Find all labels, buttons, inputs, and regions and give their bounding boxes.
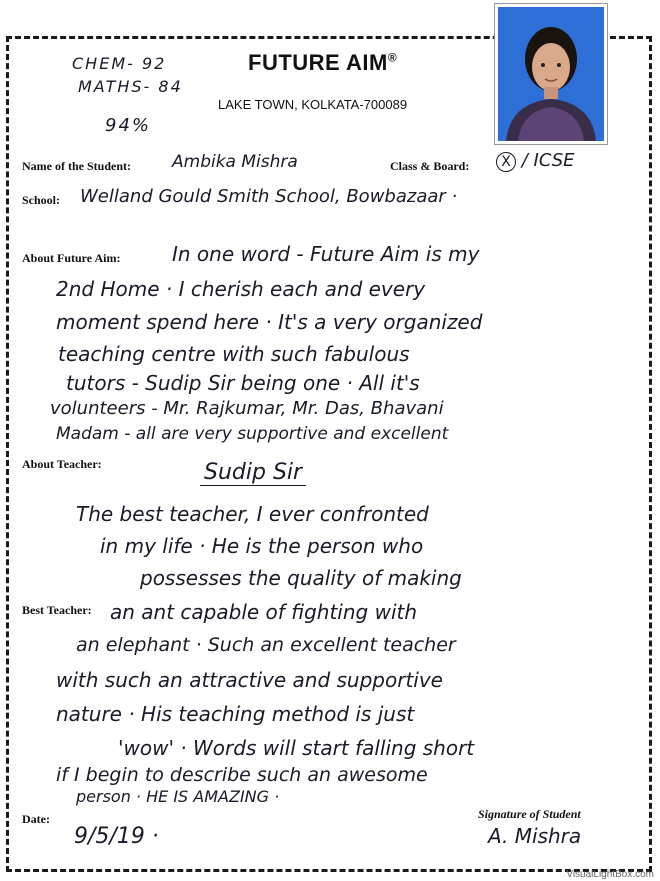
student-name: Ambika Mishra <box>172 152 298 172</box>
date-value: 9/5/19 · <box>74 824 159 849</box>
class-board-label: Class & Board: <box>390 159 470 173</box>
best-teacher-line-4: an ant capable of fighting with <box>110 600 418 624</box>
school-name: Welland Gould Smith School, Bowbazaar · <box>80 186 458 207</box>
class-number: X <box>496 152 516 172</box>
future-aim-line-1: In one word - Future Aim is my <box>172 242 480 266</box>
best-teacher-line-9: if I begin to describe such an awesome <box>56 764 428 786</box>
best-teacher-line-10: person · HE IS AMAZING · <box>76 787 280 806</box>
best-teacher-line-2: in my life · He is the person who <box>100 534 424 558</box>
marks-maths: MATHS- 84 <box>78 77 183 96</box>
student-signature: A. Mishra <box>488 824 582 848</box>
school-label: School: <box>22 193 61 207</box>
date-label: Date: <box>22 812 50 826</box>
board-name: / ICSE <box>521 150 575 171</box>
address: LAKE TOWN, KOLKATA-700089 <box>218 97 408 112</box>
future-aim-line-4: teaching centre with such fabulous <box>58 342 410 366</box>
about-teacher-label: About Teacher: <box>22 457 102 471</box>
registered-mark: ® <box>387 50 398 65</box>
signature-label: Signature of Student <box>478 807 581 821</box>
future-aim-line-5: tutors - Sudip Sir being one · All it's <box>66 371 420 395</box>
student-photo <box>495 4 607 144</box>
future-aim-line-7: Madam - all are very supportive and excellent <box>56 424 449 444</box>
future-aim-line-3: moment spend here · It's a very organized <box>56 310 483 334</box>
best-teacher-line-8: 'wow' · Words will start falling short <box>118 736 475 760</box>
marks-chem: CHEM- 92 <box>72 54 167 73</box>
marks-percentage: 94% <box>105 115 152 136</box>
watermark: VisualLightBox.com <box>566 869 654 880</box>
class-board-value <box>496 150 575 172</box>
best-teacher-line-7: nature · His teaching method is just <box>56 702 415 726</box>
best-teacher-line-5: an elephant · Such an excellent teacher <box>76 634 456 656</box>
brand-title <box>248 50 397 76</box>
best-teacher-line-6: with such an attractive and supportive <box>56 668 443 692</box>
future-aim-line-2: 2nd Home · I cherish each and every <box>56 277 426 301</box>
about-future-aim-label: About Future Aim: <box>22 251 121 265</box>
brand-name: FUTURE AIM <box>248 50 388 75</box>
name-label: Name of the Student: <box>22 159 131 173</box>
best-teacher-line-1: The best teacher, I ever confronted <box>76 502 429 526</box>
best-teacher-line-3: possesses the quality of making <box>140 566 462 590</box>
future-aim-line-6: volunteers - Mr. Rajkumar, Mr. Das, Bhavani <box>50 398 444 419</box>
teacher-name: Sudip Sir <box>200 460 306 486</box>
best-teacher-label: Best Teacher: <box>22 603 92 617</box>
